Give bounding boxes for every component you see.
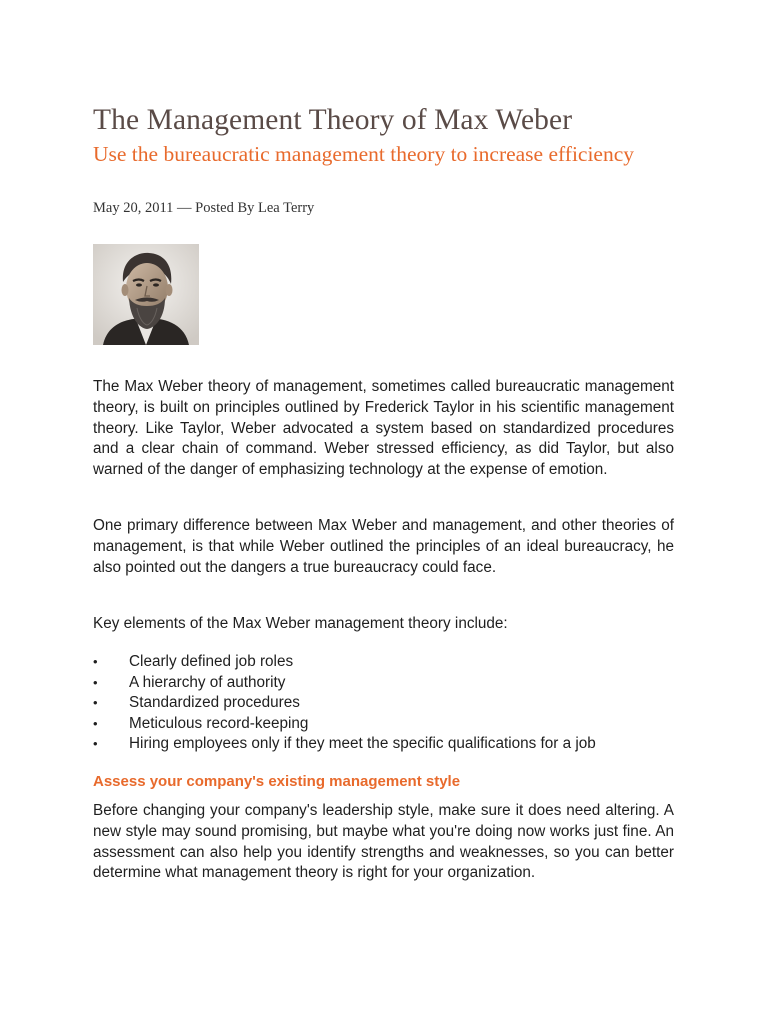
key-elements-list (93, 652, 674, 755)
bullet-icon: • (93, 736, 98, 752)
list-item (93, 652, 674, 673)
list-item-text: A hierarchy of authority (129, 673, 286, 691)
article-subtitle: Use the bureaucratic management theory to increase efficiency (93, 142, 635, 166)
list-item-text: Clearly defined job roles (129, 653, 294, 670)
list-item-text: Meticulous record-keeping (129, 714, 309, 732)
bullet-icon: • (93, 654, 98, 669)
list-item-text: Standardized procedures (129, 694, 300, 712)
list-item (93, 673, 674, 694)
article-title: The Management Theory of Max Weber (93, 104, 573, 136)
bullet-icon: • (93, 715, 98, 731)
list-item (93, 734, 674, 755)
post-meta: May 20, 2011 — Posted By Lea Terry (93, 200, 315, 216)
paragraph-assess: Before changing your company's leadership style, make sure it does need altering. A new style may sound promising, but maybe what you're doing now works just fine. An assessment can also help you identify strengths and weaknesses, so you can better determine what management theory is right for your organization. (93, 802, 674, 882)
bullet-icon: • (93, 695, 98, 711)
bullet-icon: • (93, 674, 98, 690)
list-item (93, 693, 674, 714)
list-item-text: Hiring employees only if they meet the specific qualifications for a job (129, 735, 596, 753)
section-heading: Assess your company's existing management style (93, 773, 461, 790)
paragraph-difference: One primary difference between Max Weber and management, and other theories of management, is that while Weber outlined the principles of an ideal bureaucracy, he also pointed out the dangers a true bureaucracy could face. (93, 517, 674, 576)
paragraph-intro: The Max Weber theory of management, sometimes called bureaucratic management theory, is built on principles outlined by Frederick Taylor in his scientific management theory. Like Taylor, Weber advocated a system based on standardized procedures and a clear chain of command. Weber stressed efficiency, as did Taylor, but also warned of the danger of emphasizing technology at the expense of emotion. (93, 378, 674, 479)
max-weber-portrait (93, 244, 199, 345)
paragraph-key-elements: Key elements of the Max Weber management theory include: (93, 615, 508, 632)
list-item (93, 714, 674, 735)
